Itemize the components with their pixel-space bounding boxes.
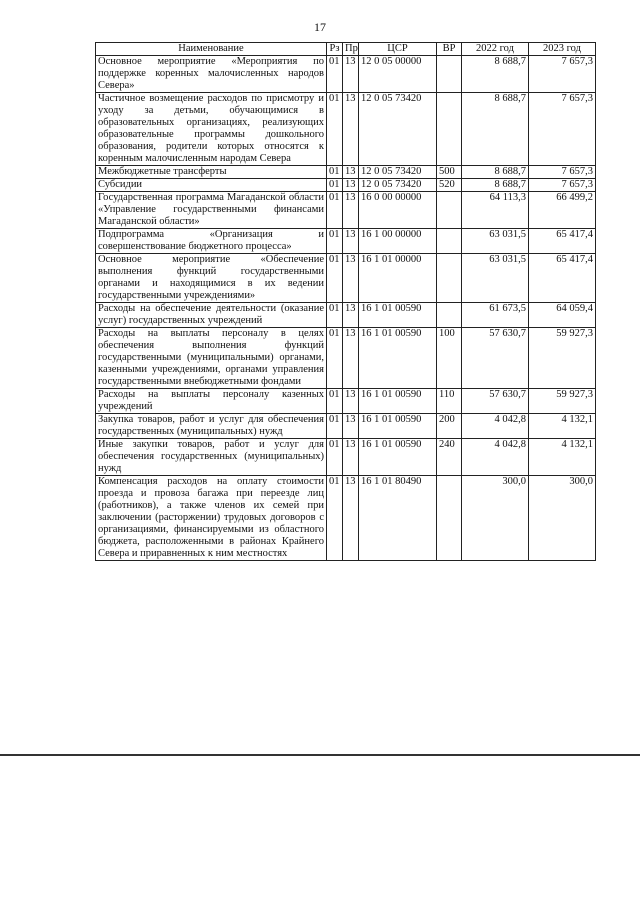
row-name: Расходы на выплаты персоналу казенных учреждений <box>96 389 327 414</box>
row-rz: 01 <box>327 389 343 414</box>
row-csr: 16 1 01 00590 <box>359 303 437 328</box>
row-pr: 13 <box>343 303 359 328</box>
row-2022: 63 031,5 <box>462 229 529 254</box>
row-2023: 4 132,1 <box>529 439 596 476</box>
row-name: Компенсация расходов на оплату стоимости проезда и провоза багажа при переезде лиц (работников), а также членов их семей при заключении (расторжении) трудовых договоров с организациями, финансируемыми из областного бюджета, расположенными в районах Крайнего Севера и приравненных к ним местностях <box>96 476 327 561</box>
row-pr: 13 <box>343 439 359 476</box>
table-row <box>96 328 596 389</box>
row-vr: 200 <box>437 414 462 439</box>
row-rz: 01 <box>327 192 343 229</box>
row-2023: 59 927,3 <box>529 389 596 414</box>
row-vr: 500 <box>437 166 462 179</box>
row-name: Иные закупки товаров, работ и услуг для обеспечения государственных (муниципальных) нужд <box>96 439 327 476</box>
row-2022: 8 688,7 <box>462 179 529 192</box>
row-name: Подпрограмма «Организация и совершенствование бюджетного процесса» <box>96 229 327 254</box>
row-rz: 01 <box>327 303 343 328</box>
row-pr: 13 <box>343 254 359 303</box>
row-csr: 16 1 01 80490 <box>359 476 437 561</box>
row-name: Основное мероприятие «Обеспечение выполнения функций государственными органами и находящимися в их ведении государственными учреждениями» <box>96 254 327 303</box>
row-2022: 4 042,8 <box>462 414 529 439</box>
row-vr: 100 <box>437 328 462 389</box>
page-number: 17 <box>314 20 326 34</box>
table-header-row <box>96 43 596 56</box>
row-csr: 12 0 05 73420 <box>359 93 437 166</box>
row-vr: 240 <box>437 439 462 476</box>
row-2023: 66 499,2 <box>529 192 596 229</box>
row-2022: 8 688,7 <box>462 166 529 179</box>
row-pr: 13 <box>343 389 359 414</box>
row-csr: 16 0 00 00000 <box>359 192 437 229</box>
header-rz: Рз <box>327 43 343 56</box>
row-rz: 01 <box>327 414 343 439</box>
header-csr: ЦСР <box>359 43 437 56</box>
row-vr: 520 <box>437 179 462 192</box>
table-row <box>96 476 596 561</box>
table-row <box>96 254 596 303</box>
row-pr: 13 <box>343 328 359 389</box>
table-row <box>96 179 596 192</box>
row-csr: 12 0 05 73420 <box>359 179 437 192</box>
row-vr <box>437 476 462 561</box>
row-pr: 13 <box>343 179 359 192</box>
header-2023: 2023 год <box>529 43 596 56</box>
table-row <box>96 303 596 328</box>
budget-table <box>95 42 596 561</box>
row-vr <box>437 229 462 254</box>
row-rz: 01 <box>327 254 343 303</box>
row-2023: 7 657,3 <box>529 166 596 179</box>
row-pr: 13 <box>343 414 359 439</box>
row-csr: 16 1 01 00590 <box>359 439 437 476</box>
row-rz: 01 <box>327 439 343 476</box>
row-pr: 13 <box>343 166 359 179</box>
row-vr <box>437 254 462 303</box>
row-2023: 65 417,4 <box>529 229 596 254</box>
row-name: Частичное возмещение расходов по присмотру и уходу за детьми, обучающимися в образовательных организациях, реализующих образовательные программы дошкольного образования, родители которых относятся к коренным малочисленным народам Севера <box>96 93 327 166</box>
row-name: Основное мероприятие «Мероприятия по поддержке коренных малочисленных народов Севера» <box>96 56 327 93</box>
row-pr: 13 <box>343 93 359 166</box>
row-csr: 16 1 00 00000 <box>359 229 437 254</box>
row-name: Межбюджетные трансферты <box>96 166 327 179</box>
row-csr: 16 1 01 00000 <box>359 254 437 303</box>
row-rz: 01 <box>327 328 343 389</box>
row-2023: 4 132,1 <box>529 414 596 439</box>
row-vr <box>437 303 462 328</box>
header-pr: Пр <box>343 43 359 56</box>
row-2022: 4 042,8 <box>462 439 529 476</box>
row-2023: 65 417,4 <box>529 254 596 303</box>
row-name: Субсидии <box>96 179 327 192</box>
table-row <box>96 56 596 93</box>
row-pr: 13 <box>343 229 359 254</box>
row-vr <box>437 93 462 166</box>
row-pr: 13 <box>343 192 359 229</box>
row-rz: 01 <box>327 229 343 254</box>
row-csr: 12 0 05 73420 <box>359 166 437 179</box>
row-vr <box>437 192 462 229</box>
row-vr <box>437 56 462 93</box>
row-2022: 8 688,7 <box>462 56 529 93</box>
table-row <box>96 389 596 414</box>
table-row <box>96 414 596 439</box>
row-2022: 8 688,7 <box>462 93 529 166</box>
row-name: Расходы на выплаты персоналу в целях обеспечения выполнения функций государственными (муниципальными) органами, казенными учреждениями, органами управления государственными внебюджетными фондами <box>96 328 327 389</box>
row-pr: 13 <box>343 476 359 561</box>
row-2023: 7 657,3 <box>529 93 596 166</box>
row-vr: 110 <box>437 389 462 414</box>
table-row <box>96 166 596 179</box>
row-csr: 16 1 01 00590 <box>359 414 437 439</box>
row-rz: 01 <box>327 56 343 93</box>
row-csr: 16 1 01 00590 <box>359 389 437 414</box>
row-rz: 01 <box>327 476 343 561</box>
row-pr: 13 <box>343 56 359 93</box>
table-row <box>96 439 596 476</box>
row-2023: 59 927,3 <box>529 328 596 389</box>
row-2022: 64 113,3 <box>462 192 529 229</box>
row-name: Государственная программа Магаданской области «Управление государственными финансами Магаданской области» <box>96 192 327 229</box>
row-2023: 7 657,3 <box>529 56 596 93</box>
table-row <box>96 192 596 229</box>
table-row <box>96 229 596 254</box>
table-row <box>96 93 596 166</box>
row-2023: 64 059,4 <box>529 303 596 328</box>
row-rz: 01 <box>327 179 343 192</box>
row-2022: 63 031,5 <box>462 254 529 303</box>
row-csr: 16 1 01 00590 <box>359 328 437 389</box>
page-bottom-rule <box>0 754 640 756</box>
row-rz: 01 <box>327 93 343 166</box>
row-2022: 57 630,7 <box>462 389 529 414</box>
header-2022: 2022 год <box>462 43 529 56</box>
header-vr: ВР <box>437 43 462 56</box>
row-2023: 7 657,3 <box>529 179 596 192</box>
row-name: Закупка товаров, работ и услуг для обеспечения государственных (муниципальных) нужд <box>96 414 327 439</box>
row-2022: 61 673,5 <box>462 303 529 328</box>
row-2022: 300,0 <box>462 476 529 561</box>
row-2023: 300,0 <box>529 476 596 561</box>
row-csr: 12 0 05 00000 <box>359 56 437 93</box>
row-rz: 01 <box>327 166 343 179</box>
header-name: Наименование <box>96 43 327 56</box>
row-2022: 57 630,7 <box>462 328 529 389</box>
row-name: Расходы на обеспечение деятельности (оказание услуг) государственных учреждений <box>96 303 327 328</box>
